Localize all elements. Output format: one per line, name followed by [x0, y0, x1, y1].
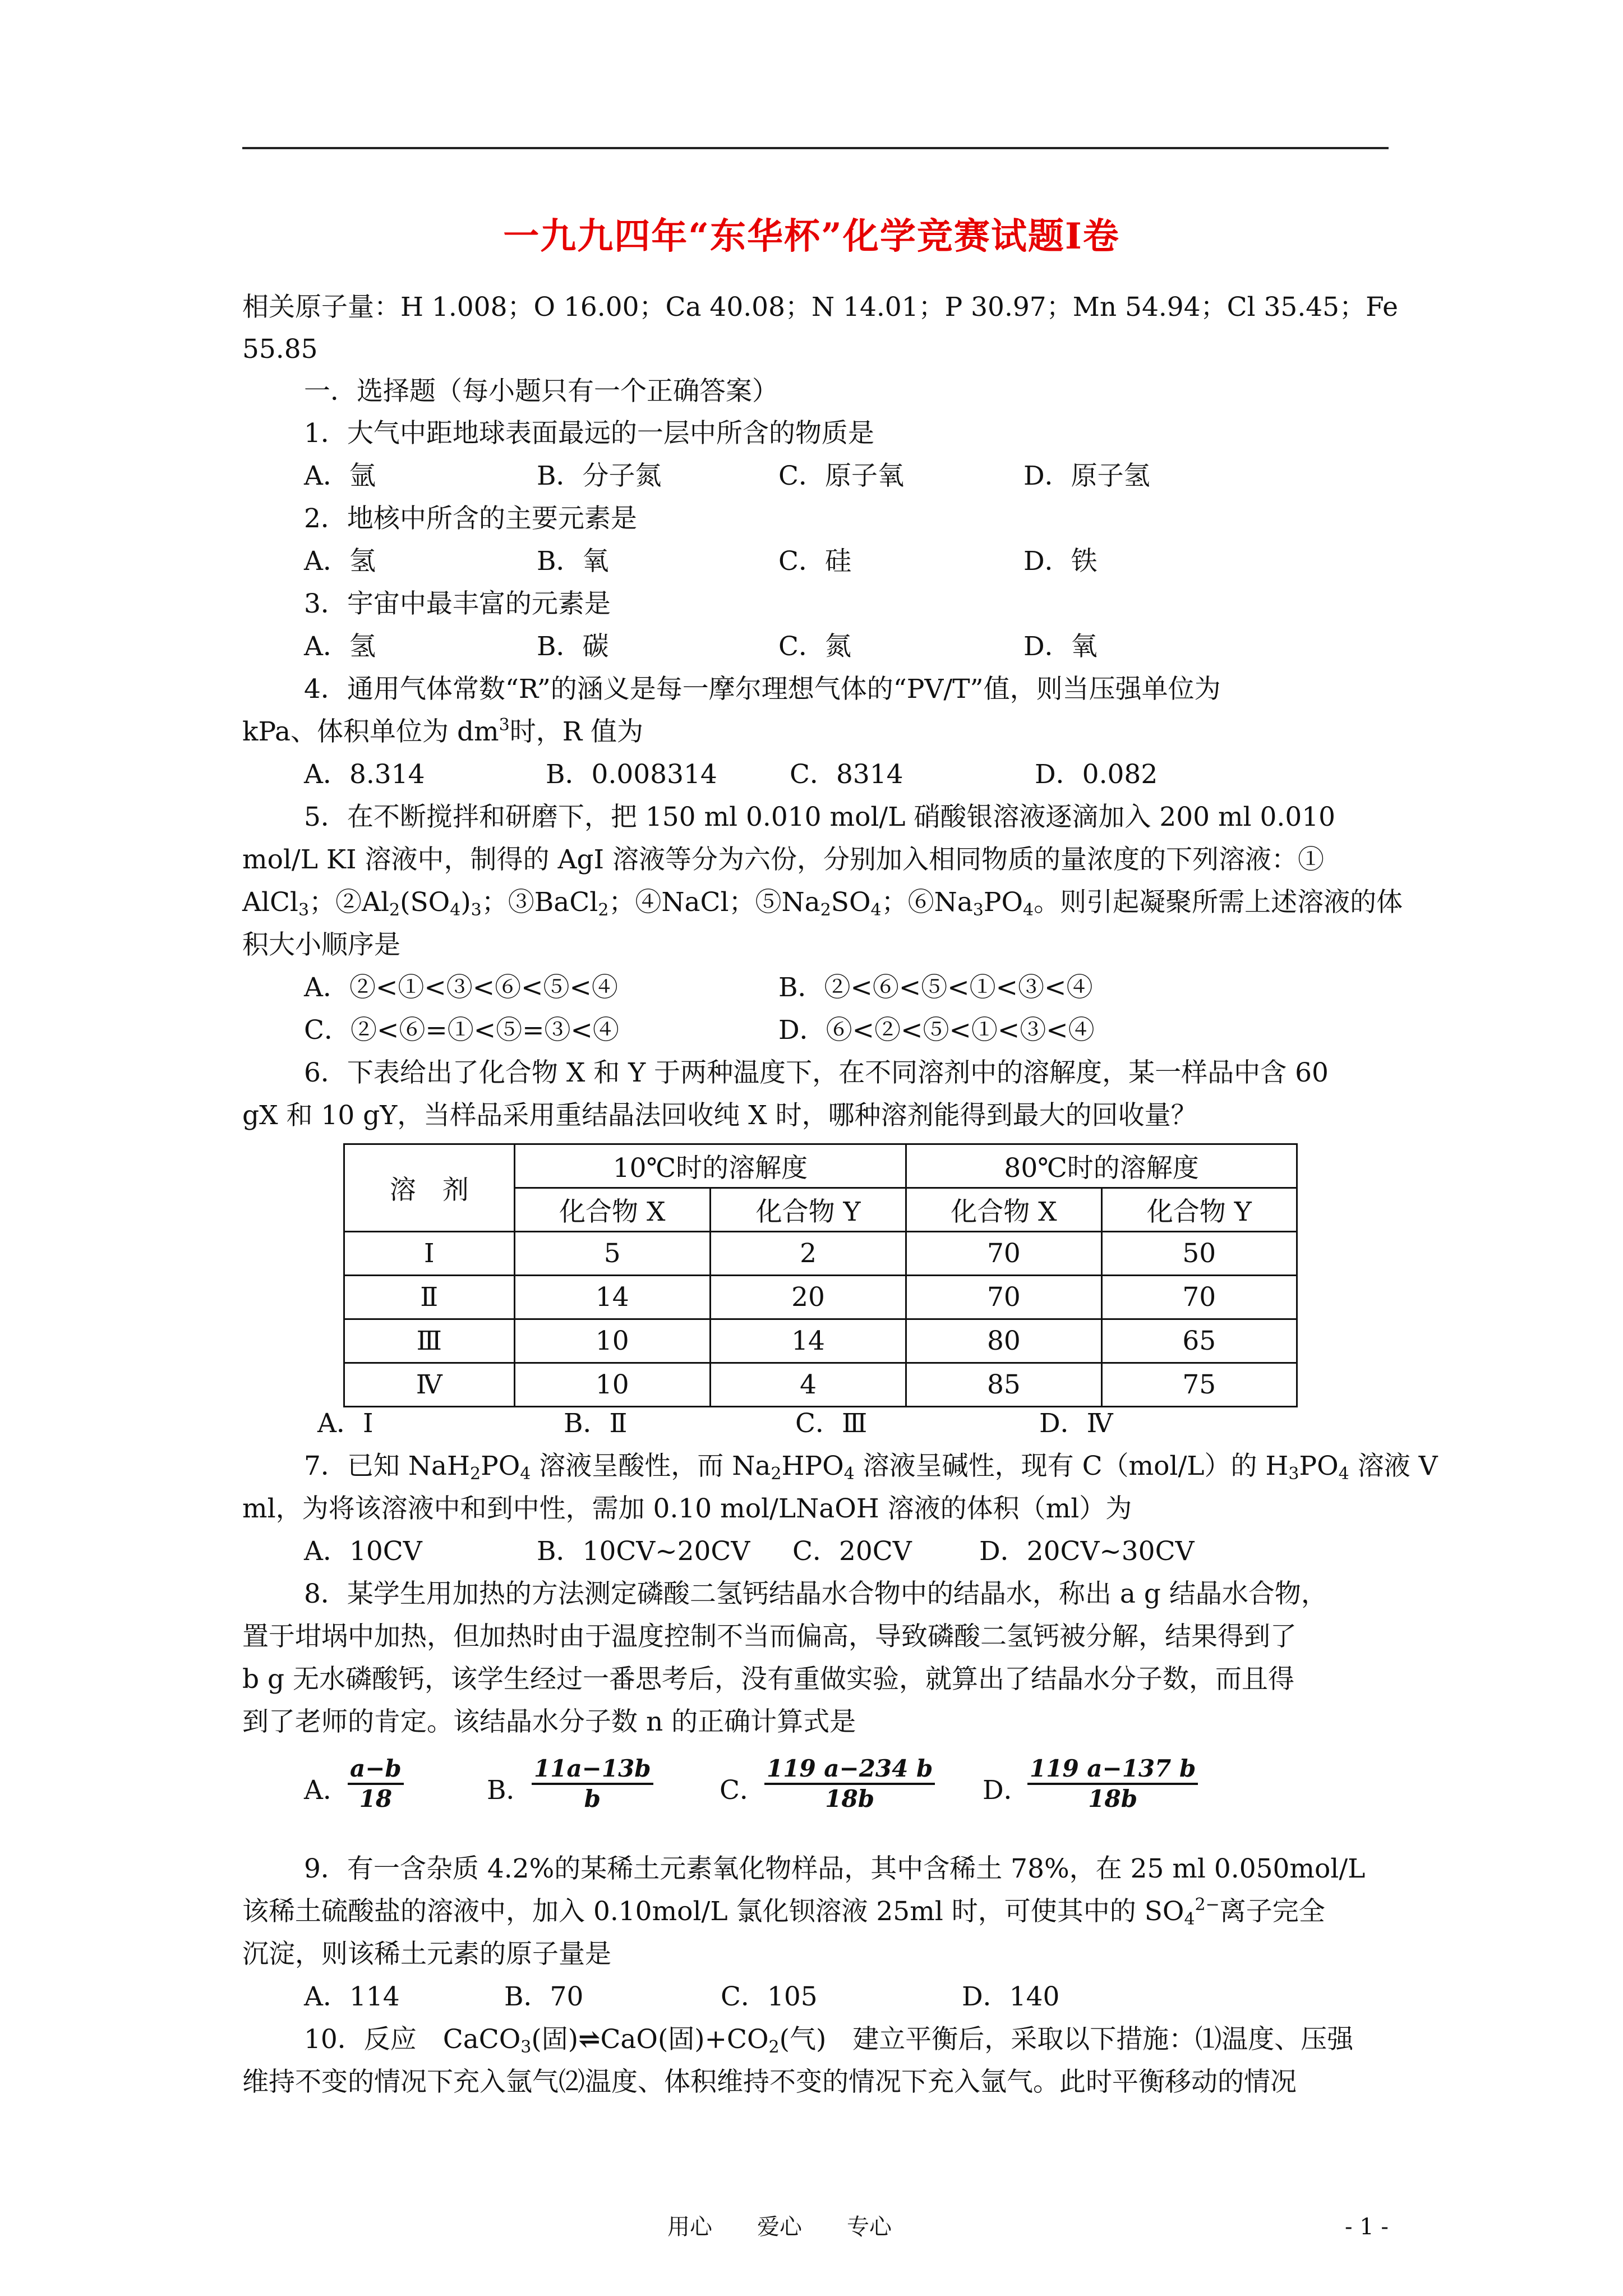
question-8-line1: 8．某学生用加热的方法测定磷酸二氢钙结晶水合物中的结晶水，称出 a g 结晶水合物， — [304, 1579, 1327, 1609]
question-9-line2: 该稀土硫酸盐的溶液中，加入 0.10mol/L 氯化钡溶液 25ml 时，可使其中的 $SO_4^{2-}$离子完全 — [242, 1895, 1325, 1929]
question-8-line4: 到了老师的肯定。该结晶水分子数 n 的正确计算式是 — [242, 1706, 856, 1737]
question-6-line1: 6．下表给出了化合物 X 和 Y 于两种温度下，在不同溶剂中的溶解度，某一样品中含 60 — [304, 1057, 1329, 1088]
q2-option-d: D．铁 — [1023, 546, 1098, 577]
question-7-line1: 7．已知 $NaH_2PO_4$ 溶液呈酸性，而 $Na_2HPO_4$ 溶液呈碱性，现有 C（mol/L）的 $H_3PO_4$ 溶液 V — [304, 1451, 1438, 1484]
table-cell: 70 — [906, 1276, 1101, 1319]
q5-option-c: C．②<⑥=①<⑤=③<④ — [304, 1015, 619, 1046]
header-rule — [242, 147, 1389, 149]
q1-option-a: A．氩 — [304, 461, 376, 491]
q8-option-c-formula: $\frac{119 a-234 b}{18b}$ — [764, 1756, 935, 1812]
table-header-10c: 10℃时的溶解度 — [514, 1144, 906, 1188]
q2-option-b: B．氧 — [537, 546, 609, 577]
q7-option-a: A．10CV — [304, 1536, 422, 1567]
q2-option-a: A．氢 — [304, 546, 376, 577]
table-cell: Ⅱ — [344, 1276, 515, 1319]
q8-option-d-formula: $\frac{119 a-137 b}{18b}$ — [1027, 1756, 1198, 1812]
q7-option-c: C．20CV — [792, 1536, 912, 1567]
q9-option-d: D．140 — [962, 1981, 1060, 2012]
table-cell: 5 — [514, 1232, 710, 1276]
page-title: 一九九四年“东华杯”化学竞赛试题Ⅰ卷 — [503, 215, 1120, 257]
table-cell: 50 — [1101, 1232, 1297, 1276]
question-8-line2: 置于坩埚中加热，但加热时由于温度控制不当而偏高，导致磷酸二氢钙被分解，结果得到了 — [242, 1621, 1297, 1652]
table-cell: 20 — [710, 1276, 906, 1319]
q1-option-b: B．分子氮 — [537, 461, 662, 491]
table-cell: 14 — [710, 1319, 906, 1363]
footer-motto: 用心 爱心 专心 — [667, 2214, 892, 2240]
q9-option-a: A．114 — [304, 1981, 400, 2012]
page-number: - 1 - — [1345, 2214, 1389, 2240]
table-row — [344, 1363, 1297, 1407]
q8-option-d-label: D． — [983, 1775, 1030, 1806]
table-cell: 75 — [1101, 1363, 1297, 1407]
q1-option-d: D．原子氢 — [1023, 461, 1150, 491]
table-subheader: 化合物 X — [906, 1188, 1101, 1232]
q6-option-b: B．Ⅱ — [564, 1408, 628, 1439]
question-10-line2: 维持不变的情况下充入氩气⑵温度、体积维持不变的情况下充入氩气。此时平衡移动的情况 — [242, 2067, 1297, 2097]
q3-option-b: B．碳 — [537, 631, 609, 662]
section-heading: 一．选择题（每小题只有一个正确答案） — [304, 376, 778, 407]
q9-option-b: B．70 — [504, 1981, 584, 2012]
table-subheader: 化合物 X — [514, 1188, 710, 1232]
q2-option-c: C．硅 — [778, 546, 851, 577]
q1-option-c: C．原子氧 — [778, 461, 904, 491]
table-cell: 70 — [1101, 1276, 1297, 1319]
question-4-line1: 4．通用气体常数“R”的涵义是每一摩尔理想气体的“PV/T”值，则当压强单位为 — [304, 674, 1221, 705]
table-cell: 10 — [514, 1363, 710, 1407]
question-9-line3: 沉淀，则该稀土元素的原子量是 — [242, 1939, 611, 1970]
table-subheader: 化合物 Y — [1101, 1188, 1297, 1232]
table-cell: Ⅲ — [344, 1319, 515, 1363]
question-6-line2: gX 和 10 gY，当样品采用重结晶法回收纯 X 时，哪种溶剂能得到最大的回收量？ — [242, 1100, 1197, 1131]
q3-option-c: C．氮 — [778, 631, 851, 662]
question-7-line2: ml，为将该溶液中和到中性，需加 0.10 mol/LNaOH 溶液的体积（ml）为 — [242, 1493, 1132, 1524]
question-2-stem: 2．地核中所含的主要元素是 — [304, 503, 637, 534]
table-cell: 2 — [710, 1232, 906, 1276]
table-cell: 10 — [514, 1319, 710, 1363]
q8-option-b-label: B． — [487, 1775, 533, 1806]
question-1-stem: 1．大气中距地球表面最远的一层中所含的物质是 — [304, 418, 874, 449]
q6-option-a: A．Ⅰ — [317, 1408, 374, 1439]
table-cell: 65 — [1101, 1319, 1297, 1363]
solubility-table — [343, 1143, 1298, 1407]
question-10-line1: 10．反应 CaCO$_3$(固)⇌CaO(固)$+CO_2$(气) 建立平衡后，采取以下措施：⑴温度、压强 — [304, 2024, 1354, 2057]
question-8-line3: b g 无水磷酸钙，该学生经过一番思考后，没有重做实验，就算出了结晶水分子数，而且得 — [242, 1664, 1295, 1695]
atomic-weights-line1: 相关原子量：H 1.008；O 16.00；Ca 40.08；N 14.01；P 30.97；Mn 54.94；Cl 35.45；Fe — [242, 292, 1398, 323]
q5-option-b: B．②<⑥<⑤<①<③<④ — [778, 972, 1093, 1003]
q8-option-a-formula: $\frac{a-b}{18}$ — [348, 1756, 404, 1812]
question-3-stem: 3．宇宙中最丰富的元素是 — [304, 588, 611, 619]
table-cell: 85 — [906, 1363, 1101, 1407]
table-header-80c: 80℃时的溶解度 — [906, 1144, 1297, 1188]
q7-option-d: D．20CV~30CV — [979, 1536, 1195, 1567]
question-5-line2: mol/L KI 溶液中，制得的 AgI 溶液等分为六份，分别加入相同物质的量浓度的下列溶液：① — [242, 844, 1324, 875]
table-cell: 4 — [710, 1363, 906, 1407]
question-5-line4: 积大小顺序是 — [242, 930, 400, 960]
question-4-line2: kPa、体积单位为 $dm^3$时，R 值为 — [242, 715, 644, 747]
q7-option-b: B．10CV~20CV — [537, 1536, 750, 1567]
question-9-line1: 9．有一含杂质 4.2%的某稀土元素氧化物样品，其中含稀土 78%，在 25 ml 0.050mol/L — [304, 1853, 1366, 1884]
q5-option-a: A．②<①<③<⑥<⑤<④ — [304, 972, 618, 1003]
q9-option-c: C．105 — [721, 1981, 818, 2012]
question-5-line1: 5．在不断搅拌和研磨下，把 150 ml 0.010 mol/L 硝酸银溶液逐滴加入 200 ml 0.010 — [304, 802, 1336, 832]
equilibrium-arrow-icon: ⇌ — [578, 2024, 601, 2055]
q6-option-c: C．Ⅲ — [795, 1408, 868, 1439]
question-5-line3: AlCl$_3$；$②Al_2(SO_4)_3$；③BaCl$_2$；④NaCl；$⑤Na_2SO_4$；$⑥Na_3PO_4$。则引起凝聚所需上述溶液的体 — [242, 887, 1403, 920]
table-cell: Ⅳ — [344, 1363, 515, 1407]
q3-option-d: D．氧 — [1023, 631, 1098, 662]
table-row — [344, 1276, 1297, 1319]
q6-option-d: D．Ⅳ — [1039, 1408, 1113, 1439]
atomic-weights-line2: 55.85 — [242, 334, 318, 365]
q5-option-d: D．⑥<②<⑤<①<③<④ — [778, 1015, 1095, 1046]
q8-option-a-label: A． — [304, 1775, 349, 1806]
table-row — [344, 1319, 1297, 1363]
q4-option-a: A．8.314 — [304, 759, 425, 790]
table-cell: 70 — [906, 1232, 1101, 1276]
table-header-solvent: 溶 剂 — [344, 1144, 515, 1232]
table-cell: Ⅰ — [344, 1232, 515, 1276]
q4-option-b: B．0.008314 — [546, 759, 717, 790]
table-row — [344, 1232, 1297, 1276]
table-cell: 14 — [514, 1276, 710, 1319]
q3-option-a: A．氢 — [304, 631, 376, 662]
q8-option-c-label: C． — [720, 1775, 766, 1806]
q4-option-c: C．8314 — [790, 759, 903, 790]
q8-option-b-formula: $\frac{11a-13b}{b}$ — [532, 1756, 653, 1812]
table-cell: 80 — [906, 1319, 1101, 1363]
table-subheader: 化合物 Y — [710, 1188, 906, 1232]
q4-option-d: D．0.082 — [1035, 759, 1158, 790]
